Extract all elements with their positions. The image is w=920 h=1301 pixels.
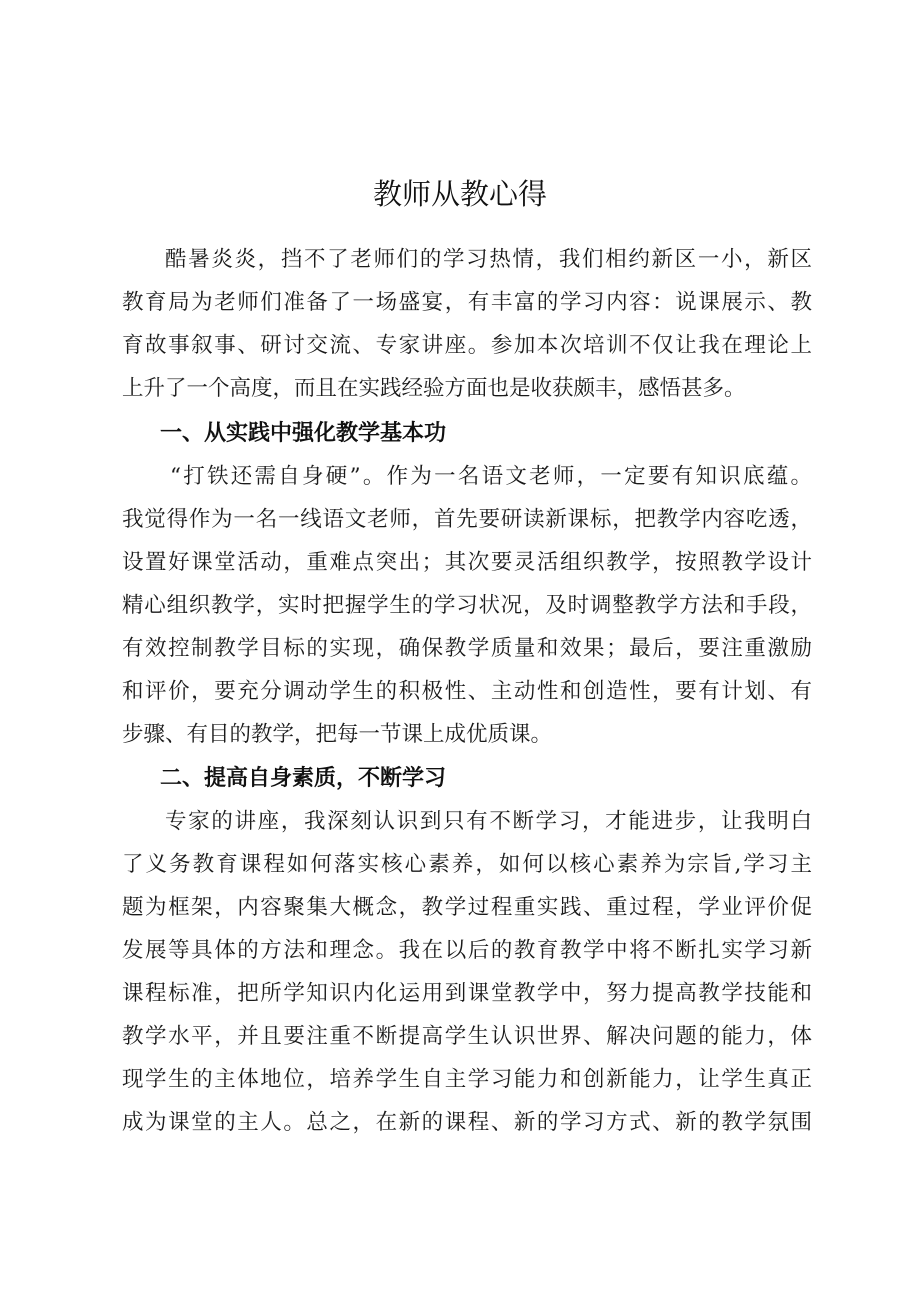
document-title: 教师从教心得: [372, 177, 547, 211]
paragraph-line: 成为课堂的主人。总之，在新的课程、新的学习方式、新的教学氛围: [122, 1110, 812, 1135]
paragraph-line: 了义务教育课程如何落实核心素养，如何以核心素养为宗旨,学习主: [122, 852, 812, 877]
paragraph-line: 教育局为老师们准备了一场盛宴，有丰富的学习内容：说课展示、教: [122, 290, 812, 315]
paragraph-line: “打铁还需自身硬”。作为一名语文老师，一定要有知识底蕴。: [170, 464, 812, 489]
paragraph-line: 步骤、有目的教学，把每一节课上成优质课。: [122, 722, 553, 747]
paragraph-line: 题为框架，内容聚集大概念，教学过程重实践、重过程，学业评价促: [122, 895, 812, 920]
section-heading: 一、从实践中强化教学基本功: [160, 421, 447, 446]
paragraph-line: 课程标准，把所学知识内化运用到课堂教学中，努力提高教学技能和: [122, 981, 812, 1006]
paragraph-line: 专家的讲座，我深刻认识到只有不断学习，才能进步，让我明白: [165, 809, 812, 834]
paragraph-line: 有效控制教学目标的实现，确保教学质量和效果；最后，要注重激励: [122, 636, 812, 661]
paragraph-line: 教学水平，并且要注重不断提高学生认识世界、解决问题的能力，体: [122, 1024, 812, 1049]
paragraph-line: 设置好课堂活动，重难点突出；其次要灵活组织教学，按照教学设计: [122, 550, 812, 575]
paragraph-line: 上升了一个高度，而且在实践经验方面也是收获颇丰，感悟甚多。: [122, 376, 746, 401]
paragraph-line: 育故事叙事、研讨交流、专家讲座。参加本次培训不仅让我在理论上: [122, 333, 812, 358]
section-heading: 二、提高自身素质，不断学习: [160, 766, 447, 791]
paragraph-line: 我觉得作为一名一线语文老师，首先要研读新课标，把教学内容吃透，: [122, 507, 812, 532]
paragraph-line: 精心组织教学，实时把握学生的学习状况，及时调整教学方法和手段，: [122, 593, 812, 618]
paragraph-line: 和评价，要充分调动学生的积极性、主动性和创造性，要有计划、有: [122, 679, 812, 704]
paragraph-line: 酷暑炎炎，挡不了老师们的学习热情，我们相约新区一小，新区: [165, 247, 812, 272]
paragraph-line: 现学生的主体地位，培养学生自主学习能力和创新能力，让学生真正: [122, 1067, 812, 1092]
paragraph-line: 发展等具体的方法和理念。我在以后的教育教学中将不断扎实学习新: [122, 938, 812, 963]
